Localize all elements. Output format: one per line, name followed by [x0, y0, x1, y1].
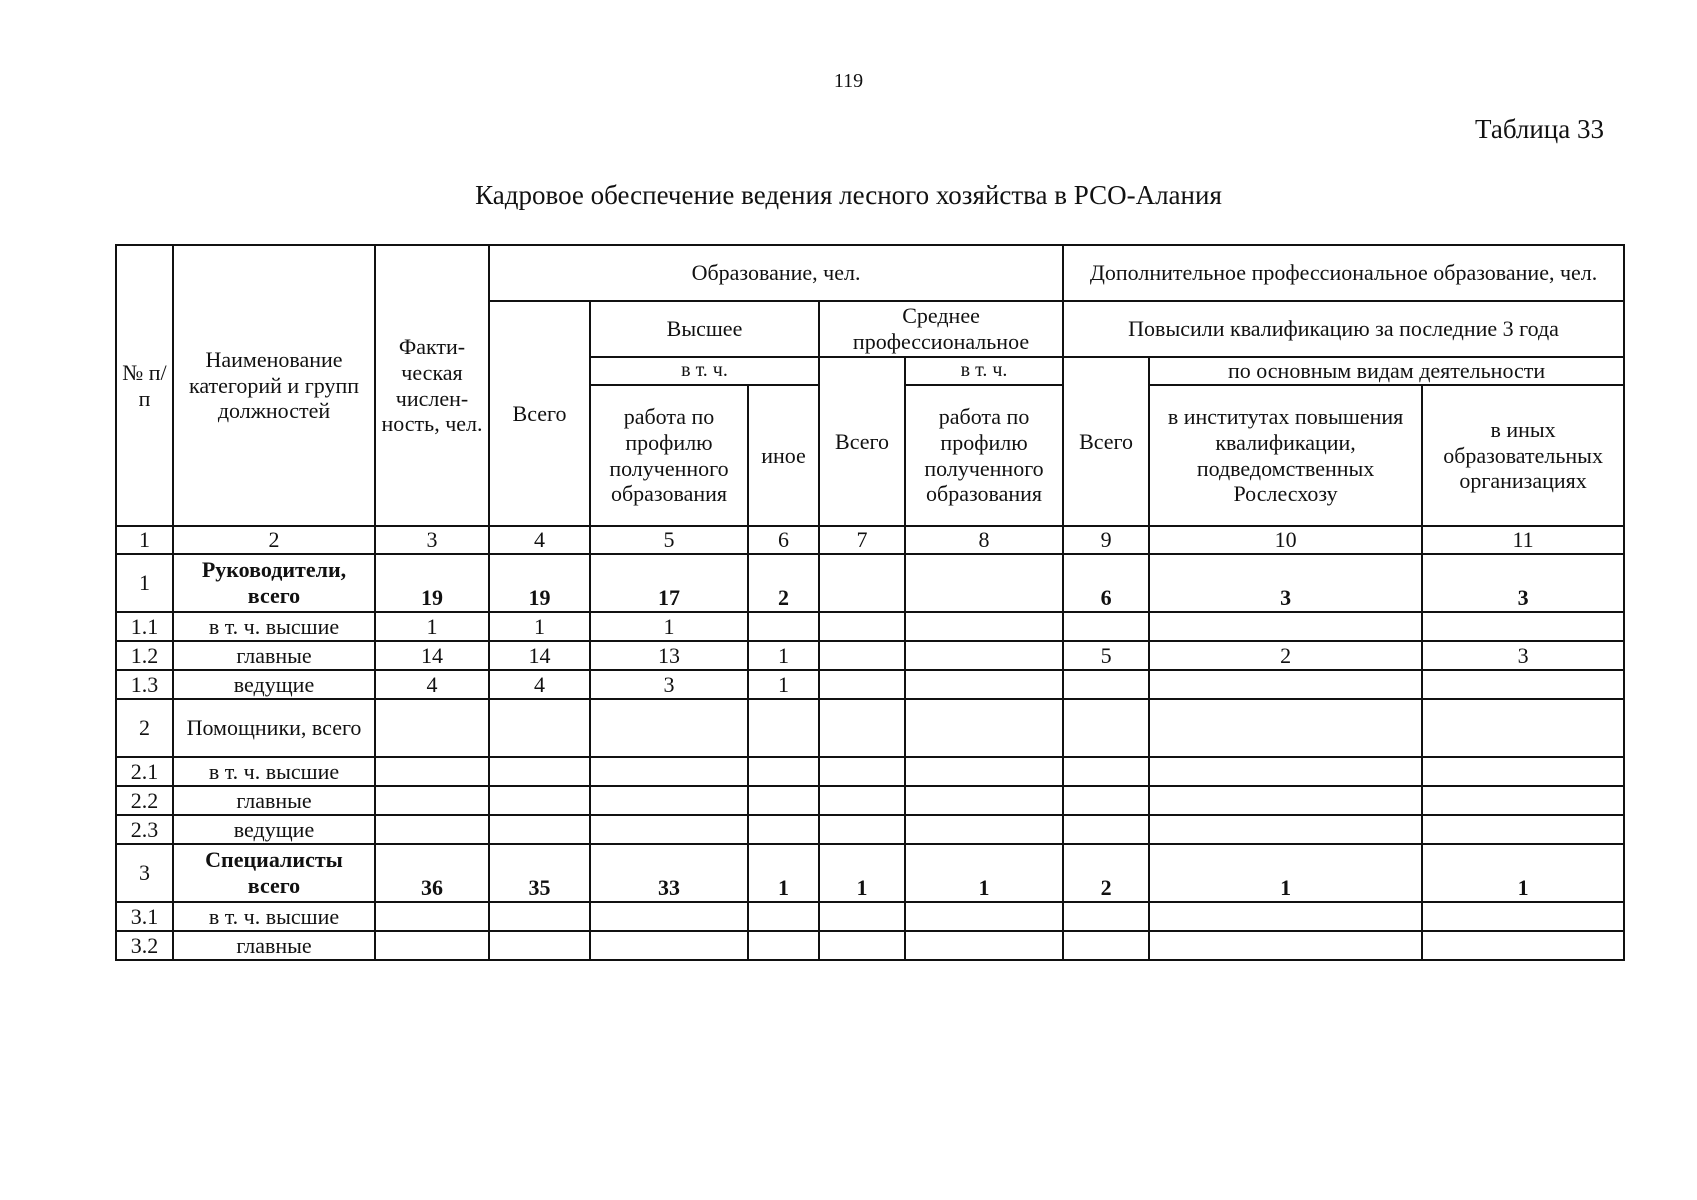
row-number: 2.2 [116, 786, 173, 815]
cell: 14 [375, 641, 489, 670]
header-row-1 [116, 245, 1624, 301]
column-number-row [116, 526, 1624, 554]
cell: 19 [375, 554, 489, 612]
row-number: 1.1 [116, 612, 173, 641]
cell [1063, 670, 1149, 699]
cell [905, 815, 1063, 844]
cell [1422, 815, 1624, 844]
table-row [116, 902, 1624, 931]
cell: 17 [590, 554, 748, 612]
cell [375, 815, 489, 844]
cell: 1 [1422, 844, 1624, 902]
cell [1149, 699, 1422, 757]
row-number: 3 [116, 844, 173, 902]
header-actual: Факти-ческая числен-ность, чел. [375, 245, 489, 526]
row-name: главные [173, 786, 375, 815]
cell [748, 699, 819, 757]
cell [1422, 931, 1624, 960]
cell: 6 [1063, 554, 1149, 612]
row-number: 2 [116, 699, 173, 757]
header-num: № п/п [116, 245, 173, 526]
table-row [116, 699, 1624, 757]
cell [1422, 786, 1624, 815]
row-name: в т. ч. высшие [173, 902, 375, 931]
cell [590, 699, 748, 757]
column-number: 6 [748, 526, 819, 554]
header-higher-other: иное [748, 385, 819, 526]
table-row [116, 815, 1624, 844]
cell [1149, 757, 1422, 786]
table-title: Кадровое обеспечение ведения лесного хозяйства в РСО-Алания [475, 180, 1222, 210]
column-number: 11 [1422, 526, 1624, 554]
header-in-other-orgs: в иных образовательных организациях [1422, 385, 1624, 526]
cell [905, 641, 1063, 670]
cell [819, 815, 905, 844]
cell [748, 931, 819, 960]
row-name: Специалисты всего [173, 844, 375, 902]
cell [489, 931, 590, 960]
cell [590, 786, 748, 815]
cell [590, 902, 748, 931]
cell [1063, 786, 1149, 815]
page-number: 119 [833, 70, 864, 92]
cell: 5 [1063, 641, 1149, 670]
cell: 1 [905, 844, 1063, 902]
header-higher-profile: работа по профилю полученного образования [590, 385, 748, 526]
column-number: 8 [905, 526, 1063, 554]
cell [590, 815, 748, 844]
table-row [116, 641, 1624, 670]
cell: 1 [748, 641, 819, 670]
cell [748, 757, 819, 786]
cell: 4 [375, 670, 489, 699]
cell [819, 757, 905, 786]
header-qualified: Повысили квалификацию за последние 3 года [1063, 301, 1624, 357]
table-row [116, 786, 1624, 815]
cell: 2 [748, 554, 819, 612]
column-number: 5 [590, 526, 748, 554]
cell [1063, 931, 1149, 960]
header-secondary: Среднее профессиональное [819, 301, 1063, 357]
cell [1149, 902, 1422, 931]
cell [489, 902, 590, 931]
table-row [116, 670, 1624, 699]
row-name: ведущие [173, 815, 375, 844]
table-row [116, 612, 1624, 641]
cell [1422, 757, 1624, 786]
cell [590, 757, 748, 786]
cell [1063, 699, 1149, 757]
header-higher: Высшее [590, 301, 819, 357]
column-number: 4 [489, 526, 590, 554]
cell [489, 815, 590, 844]
staffing-table [115, 244, 1625, 961]
table-label: Таблица 33 [1475, 114, 1604, 144]
cell [905, 612, 1063, 641]
header-secondary-incl: в т. ч. [905, 357, 1063, 385]
cell: 13 [590, 641, 748, 670]
row-name: ведущие [173, 670, 375, 699]
cell [1149, 786, 1422, 815]
cell: 35 [489, 844, 590, 902]
cell [1063, 612, 1149, 641]
column-number: 3 [375, 526, 489, 554]
header-in-institutes: в институтах повышения квалификации, подведомственных Рослесхозу [1149, 385, 1422, 526]
cell [819, 612, 905, 641]
table-row [116, 757, 1624, 786]
cell [1422, 670, 1624, 699]
cell [375, 931, 489, 960]
cell [819, 786, 905, 815]
cell: 1 [590, 612, 748, 641]
cell [375, 902, 489, 931]
cell [1149, 670, 1422, 699]
row-name: в т. ч. высшие [173, 612, 375, 641]
cell: 3 [1149, 554, 1422, 612]
cell [1063, 902, 1149, 931]
cell [905, 902, 1063, 931]
cell [1063, 757, 1149, 786]
cell [819, 931, 905, 960]
table-row [116, 554, 1624, 612]
row-number: 2.1 [116, 757, 173, 786]
row-number: 3.1 [116, 902, 173, 931]
row-name: Помощники, всего [173, 699, 375, 757]
cell [1063, 815, 1149, 844]
cell [905, 554, 1063, 612]
cell: 1 [375, 612, 489, 641]
header-additional: Дополнительное профессиональное образование, чел. [1063, 245, 1624, 301]
cell: 2 [1063, 844, 1149, 902]
column-number: 10 [1149, 526, 1422, 554]
cell: 1 [819, 844, 905, 902]
cell [905, 786, 1063, 815]
row-number: 1 [116, 554, 173, 612]
cell [1422, 612, 1624, 641]
row-number: 2.3 [116, 815, 173, 844]
cell: 36 [375, 844, 489, 902]
row-name: Руководители, всего [173, 554, 375, 612]
cell [1422, 699, 1624, 757]
cell [1149, 612, 1422, 641]
cell [748, 612, 819, 641]
cell: 1 [1149, 844, 1422, 902]
cell: 19 [489, 554, 590, 612]
header-secondary-total: Всего [819, 357, 905, 526]
cell [1149, 931, 1422, 960]
cell [590, 931, 748, 960]
cell: 3 [590, 670, 748, 699]
header-edu-total: Всего [489, 301, 590, 526]
cell [819, 670, 905, 699]
table-row [116, 844, 1624, 902]
cell [1422, 902, 1624, 931]
table-row [116, 931, 1624, 960]
cell [819, 699, 905, 757]
header-by-main: по основным видам деятельности [1149, 357, 1624, 385]
cell [905, 757, 1063, 786]
cell: 14 [489, 641, 590, 670]
header-qualified-total: Всего [1063, 357, 1149, 526]
row-name: главные [173, 931, 375, 960]
row-name: главные [173, 641, 375, 670]
cell [489, 786, 590, 815]
row-number: 1.3 [116, 670, 173, 699]
cell [375, 699, 489, 757]
column-number: 2 [173, 526, 375, 554]
cell: 4 [489, 670, 590, 699]
cell [819, 554, 905, 612]
cell: 3 [1422, 641, 1624, 670]
cell: 33 [590, 844, 748, 902]
cell [905, 699, 1063, 757]
header-secondary-profile: работа по профилю полученного образования [905, 385, 1063, 526]
header-higher-incl: в т. ч. [590, 357, 819, 385]
cell [905, 670, 1063, 699]
header-name: Наименование категорий и групп должностей [173, 245, 375, 526]
cell [819, 641, 905, 670]
cell [819, 902, 905, 931]
row-number: 1.2 [116, 641, 173, 670]
cell: 1 [748, 844, 819, 902]
cell [1149, 815, 1422, 844]
cell [748, 902, 819, 931]
cell [489, 757, 590, 786]
cell [489, 699, 590, 757]
cell: 1 [489, 612, 590, 641]
column-number: 1 [116, 526, 173, 554]
cell [748, 786, 819, 815]
cell: 1 [748, 670, 819, 699]
header-education: Образование, чел. [489, 245, 1063, 301]
cell: 3 [1422, 554, 1624, 612]
row-number: 3.2 [116, 931, 173, 960]
cell: 2 [1149, 641, 1422, 670]
column-number: 7 [819, 526, 905, 554]
column-number: 9 [1063, 526, 1149, 554]
cell [375, 757, 489, 786]
cell [375, 786, 489, 815]
cell [905, 931, 1063, 960]
cell [748, 815, 819, 844]
row-name: в т. ч. высшие [173, 757, 375, 786]
